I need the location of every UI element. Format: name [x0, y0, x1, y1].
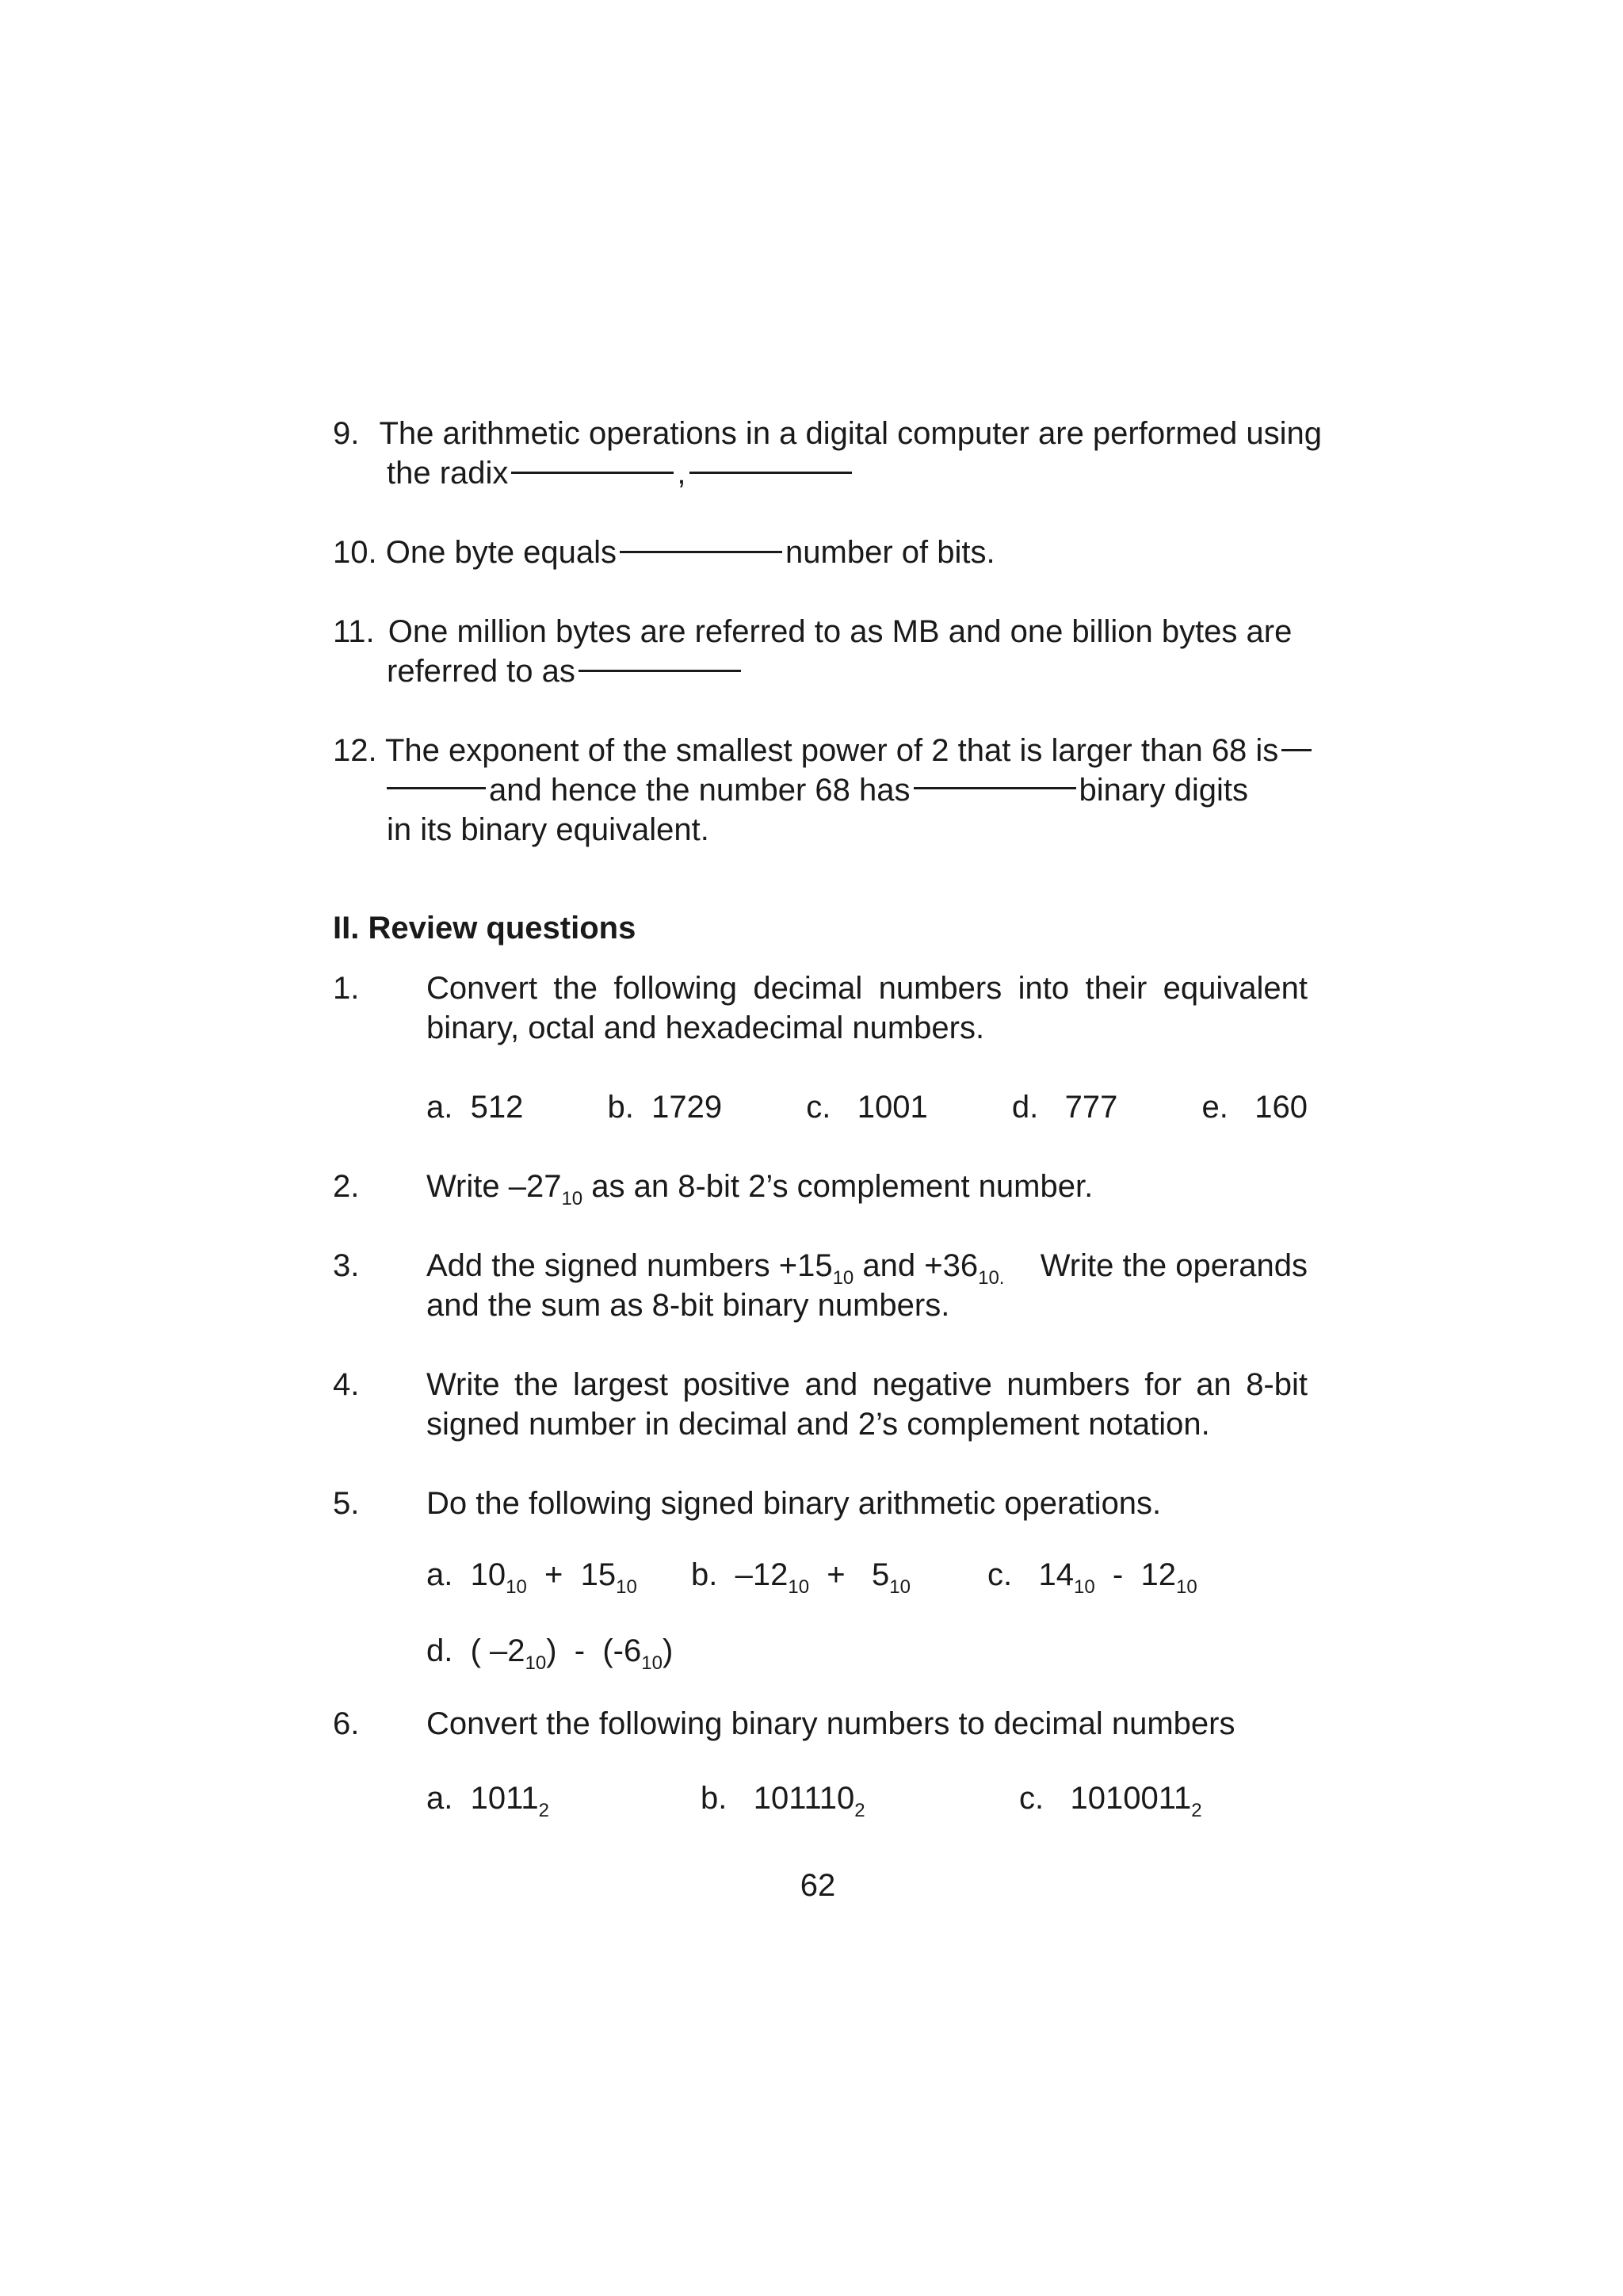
q11-number: 11.: [333, 614, 375, 649]
q9-separator: ,: [677, 456, 686, 491]
review-heading: II. Review questions: [333, 911, 636, 946]
q12-number: 12.: [333, 733, 377, 768]
q10-suffix: number of bits.: [785, 535, 995, 570]
review-q3-number: 3.: [333, 1248, 360, 1283]
q11-blank: [579, 670, 741, 672]
q9-line2: [387, 453, 855, 493]
review-q3-line1: Add the signed numbers $+15_{10}$ and $+36_{10.}$ Write the operands: [426, 1248, 1308, 1289]
q10-blank: [620, 551, 782, 553]
review-q5-number: 5.: [333, 1486, 360, 1521]
page-number: 62: [800, 1868, 836, 1903]
review-q1-option: d. 777: [1011, 1090, 1118, 1125]
q11-prefix: referred to as: [387, 654, 575, 689]
q9-line1: [333, 414, 1322, 453]
q9-number: 9.: [333, 416, 360, 451]
q12-line2: [387, 770, 1308, 810]
review-q6-option-b: b. $101110_2$: [701, 1781, 865, 1821]
q12-line3: [387, 810, 709, 850]
q9-radix-label: the radix: [387, 456, 509, 491]
review-q4-text: Write the largest positive and negative numbers for an 8-bit signed number in decimal and 2’s complement notation.: [426, 1367, 1308, 1442]
review-q6-number: 6.: [333, 1706, 360, 1741]
review-q2-number: 2.: [333, 1169, 360, 1204]
review-q5-option-b: b. $-12_{10}$ + $5_{10}$: [691, 1557, 911, 1598]
q9-blank-2: [689, 472, 852, 474]
review-q5-option-d: d. ( $-2_{10}) - (-6_{10})$: [426, 1633, 674, 1674]
review-q1-option: b. 1729: [607, 1090, 723, 1125]
q12-blank-2: [914, 787, 1076, 789]
q9-text: The arithmetic operations in a digital computer are performed using: [379, 416, 1322, 451]
review-q6-text: Convert the following binary numbers to decimal numbers: [426, 1706, 1235, 1741]
q12-line3-text: in its binary equivalent.: [387, 812, 709, 847]
review-q5-option-a: a. $10_{10} + 15_{10}$: [426, 1557, 637, 1598]
review-q2-text: Write $-27_{10}$ as an 8-bit 2’s complement number.: [426, 1169, 1094, 1209]
review-q6-option-a: a. $1011_2$: [426, 1781, 549, 1821]
review-q1-option: c. 1001: [806, 1090, 928, 1125]
review-q1-number: 1.: [333, 971, 360, 1006]
q11-line2: [387, 651, 744, 691]
q12-mid: and hence the number 68 has: [489, 773, 911, 808]
review-q1-options: [426, 1087, 1308, 1127]
q10-line: [333, 533, 995, 572]
q10-prefix: One byte equals: [385, 535, 617, 570]
q11-text: One million bytes are referred to as MB and one billion bytes are: [388, 614, 1293, 649]
review-q1-text: Convert the following decimal numbers into their equivalent binary, octal and hexadecimal numbers.: [426, 971, 1308, 1045]
review-q4-number: 4.: [333, 1367, 360, 1402]
q9-blank-1: [511, 472, 674, 474]
q12-text: The exponent of the smallest power of 2 that is larger than 68 is: [385, 733, 1279, 768]
q12-blank-1b: [387, 787, 486, 789]
review-q3-line2: and the sum as 8-bit binary numbers.: [426, 1288, 950, 1323]
q12-suffix: binary digits: [1079, 773, 1248, 808]
q12-blank-1a: [1281, 749, 1312, 751]
review-q6-option-c: c. $1010011_2$: [1019, 1781, 1202, 1821]
review-q5-text: Do the following signed binary arithmetic operations.: [426, 1486, 1162, 1521]
q12-line1: [333, 731, 1315, 770]
review-q1-option: a. 512: [426, 1090, 524, 1125]
review-q5-option-c: c. $14_{10} - 12_{10}$: [987, 1557, 1197, 1598]
review-q1-option: e. 160: [1201, 1090, 1308, 1125]
q10-number: 10.: [333, 535, 377, 570]
q11-line1: [333, 612, 1292, 651]
